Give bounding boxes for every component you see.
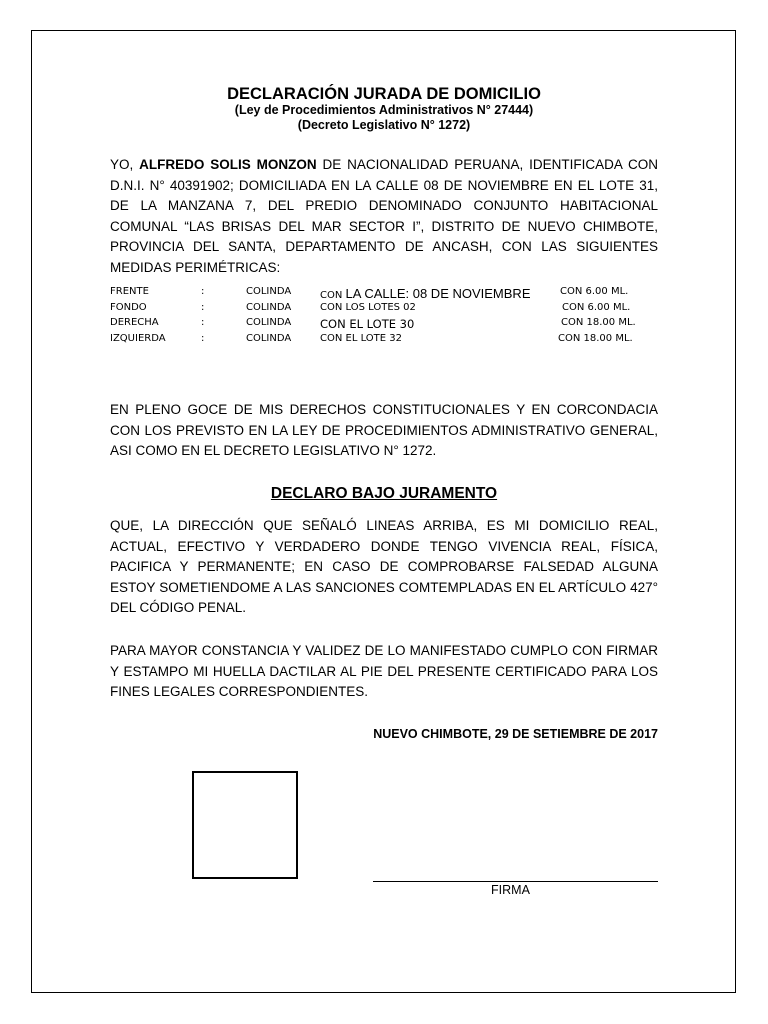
date-line: NUEVO CHIMBOTE, 29 DE SETIEMBRE DE 2017 <box>373 727 658 741</box>
intro-paragraph <box>110 155 658 278</box>
intro-text: DE NACIONALIDAD PERUANA, IDENTIFICADA CON D.N.I. N° 40391902; DOMICILIADA EN LA CALLE 08 DE NOVIEMBRE EN EL LOTE 31, DE LA MANZANA 7, DEL PREDIO DENOMINADO CONJUNTO HABITACIONAL COMUNAL “LAS BRISAS DEL MAR SECTOR I”, DISTRITO DE NUEVO CHIMBOTE, PROVINCIA DEL SANTA, DEPARTAMENTO DE ANCASH, CON LAS SIGUIENTES MEDIDAS PERIMÉTRICAS: <box>110 157 658 275</box>
measure-row-frente <box>110 286 670 302</box>
fingerprint-box <box>192 771 298 879</box>
measure-neighbor: CON EL LOTE 30 <box>320 317 415 331</box>
measure-colinda: COLINDA <box>246 332 292 344</box>
measure-side: FRENTE <box>110 286 149 297</box>
signature-label: FIRMA <box>491 883 530 897</box>
measure-neighbor-prefix: CON <box>320 290 343 301</box>
measure-colon: : <box>201 286 205 297</box>
decree-subtitle: (Decreto Legislativo N° 1272) <box>297 118 471 132</box>
measure-neighbor: CON EL LOTE 32 <box>320 332 402 344</box>
intro-prefix: YO, <box>110 157 140 172</box>
measure-row-izquierda <box>110 333 670 349</box>
closing-paragraph: PARA MAYOR CONSTANCIA Y VALIDEZ DE LO MANIFESTADO CUMPLO CON FIRMAR Y ESTAMPO MI HUELLA DACTILAR AL PIE DEL PRESENTE CERTIFICADO PARA LOS FINES LEGALES CORRESPONDIENTES. <box>110 643 658 699</box>
measure-neighbor-text: LA CALLE: 08 DE NOVIEMBRE <box>345 286 531 301</box>
measure-neighbor: CON LOS LOTES 02 <box>320 301 416 313</box>
measure-row-fondo <box>110 302 670 318</box>
measure-colinda: COLINDA <box>246 286 292 297</box>
declaration-heading: DECLARO BAJO JURAMENTO <box>270 485 498 502</box>
perimeter-measures <box>110 286 670 348</box>
measure-row-derecha <box>110 317 670 333</box>
measure-side: DERECHA <box>110 317 159 328</box>
measure-colon: : <box>201 317 205 328</box>
document-title: DECLARACIÓN JURADA DE DOMICILIO <box>227 85 541 103</box>
measure-colinda: COLINDA <box>246 301 292 313</box>
measure-colon: : <box>201 332 205 344</box>
measure-length: CON 18.00 ML. <box>558 332 633 344</box>
law-subtitle: (Ley de Procedimientos Administrativos N° 27444) <box>234 103 534 117</box>
measure-length: CON 18.00 ML. <box>561 317 636 328</box>
measure-length: CON 6.00 ML. <box>562 301 631 313</box>
measure-side: IZQUIERDA <box>110 332 166 344</box>
measure-colinda: COLINDA <box>246 317 292 328</box>
declaration-paragraph: QUE, LA DIRECCIÓN QUE SEÑALÓ LINEAS ARRIBA, ES MI DOMICILIO REAL, ACTUAL, EFECTIVO Y VERDADERO DONDE TENGO VIVENCIA REAL, FÍSICA, PACIFICA Y PERMANENTE; EN CASO DE COMPROBARSE FALSEDAD ALGUNA ESTOY SOMETIENDOME A LAS SANCIONES COMTEMPLADAS EN EL ARTÍCULO 427° DEL CÓDIGO PENAL. <box>110 518 658 615</box>
measure-length: CON 6.00 ML. <box>560 286 629 297</box>
signature-line <box>373 881 658 882</box>
rights-paragraph: EN PLENO GOCE DE MIS DERECHOS CONSTITUCIONALES Y EN CORCONDACIA CON LOS PREVISTO EN LA LEY DE PROCEDIMIENTOS ADMINISTRATIVO GENERAL, ASI COMO EN EL DECRETO LEGISLATIVO N° 1272. <box>110 402 658 458</box>
measure-side: FONDO <box>110 301 147 313</box>
measure-colon: : <box>201 301 205 313</box>
measure-neighbor <box>320 286 531 301</box>
declarant-name: ALFREDO SOLIS MONZON <box>139 157 317 172</box>
